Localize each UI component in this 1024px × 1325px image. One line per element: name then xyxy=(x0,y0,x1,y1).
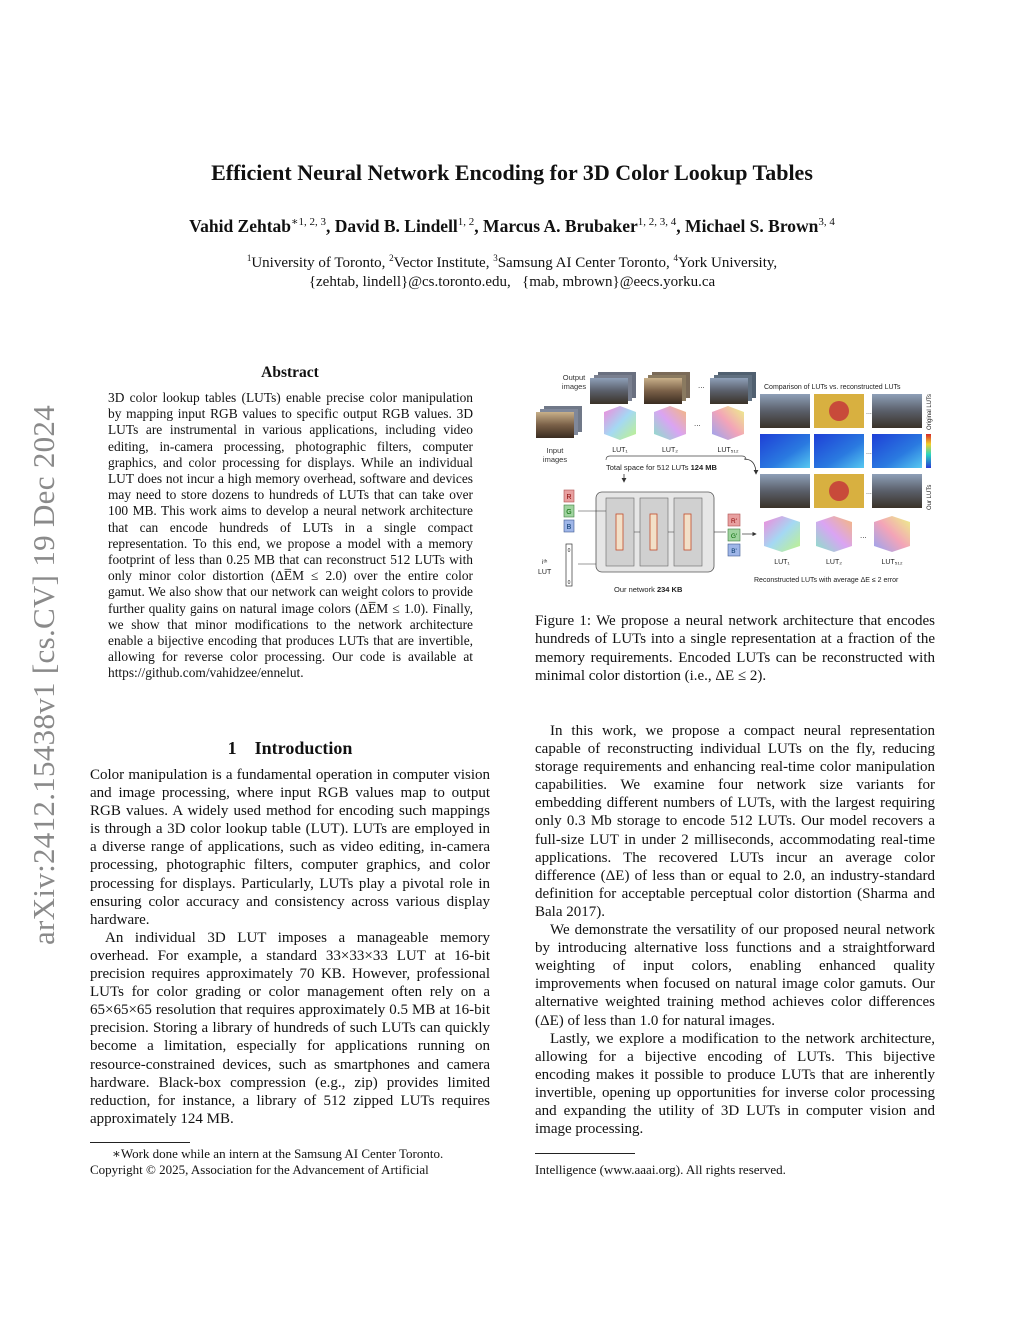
figure-1 xyxy=(534,364,936,604)
paragraph: In this work, we propose a compact neural representation capable of reconstructing individual LUTs on the fly, reducing storage requirements and enhancing real-time color manipulation capabilities. We examine four network size variants for embedding different numbers of LUTs, with the largest requiring only 0.3 Mb storage to encode 512 LUTs. Our model recovers a full-size LUT in under 2 milliseconds, accommodating real-time applications. The recovered LUTs incur an average color difference (ΔE) of less than or equal to 2.0, an industry-standard definition for acceptable perceptual color distortion (Sharma and Bala 2017). xyxy=(535,723,935,920)
paragraph: We demonstrate the versatility of our proposed neural network by introducing alternative loss functions and a straightforward weighting of input colors, enabling enhanced quality improvements when focused on natural image color gamuts. Our alternative weighted training method achieves color differences (ΔE) of less than 1.0 for natural images. xyxy=(535,922,935,1029)
abstract-heading: Abstract xyxy=(261,364,319,381)
author-name: Michael S. Brown xyxy=(685,215,819,236)
svg-text:...: ... xyxy=(866,449,872,456)
paragraph: Color manipulation is a fundamental operation in computer vision and image processing, where input RGB values map to output RGB values. A widely used method for encoding such mappings is through a 3D color lookup table (LUT). LUTs are employed in a diverse range of applications, such as video editing, in-camera processing, photographic filters, computer graphics, and color processing for displays. Particularly, LUTs play a pivotal role in ensuring color accuracy and consistency across various display hardware. xyxy=(90,767,490,928)
lut-cube xyxy=(654,406,686,440)
paper-title: Efficient Neural Network Encoding for 3D Color Lookup Tables xyxy=(211,160,813,185)
total-space-label: Total space for 512 LUTs 124 MB xyxy=(606,463,717,472)
lut-label: LUT₁ xyxy=(612,447,628,454)
lut-cube xyxy=(604,406,636,440)
flow-arrow xyxy=(744,459,756,474)
comparison-title: Comparison of LUTs vs. reconstructed LUTs xyxy=(764,384,901,391)
author-affil-marks: 1, 2 xyxy=(457,216,475,228)
copyright-line: Copyright © 2025, Association for the Advancement of Artificial xyxy=(90,1162,429,1177)
author-name: David B. Lindell xyxy=(334,215,458,236)
author-name: Vahid Zehtab xyxy=(189,215,292,236)
svg-text:G': G' xyxy=(730,533,738,540)
figure-1-caption: Figure 1: We propose a neural network architecture that encodes hundreds of LUTs into a single representation at a fraction of the memory requirements. Encoded LUTs can be reconstructed with minimal color distortion (i.e., ΔE ≤ 2). xyxy=(535,613,935,684)
svg-text:G: G xyxy=(566,509,572,516)
section-heading-introduction xyxy=(90,738,490,759)
svg-text:0: 0 xyxy=(567,580,571,586)
input-images-label: Input xyxy=(546,446,564,455)
author-affil-marks: 3, 4 xyxy=(818,216,835,228)
svg-text:0: 0 xyxy=(567,548,571,554)
section-number: 1 xyxy=(227,738,237,758)
footnote-rule xyxy=(535,1153,635,1154)
author-affil-marks: ∗1, 2, 3 xyxy=(291,216,327,228)
lut-label: LUT₂ xyxy=(826,559,842,566)
lut-index-label: iᵗʰ xyxy=(542,559,548,566)
svg-text:...: ... xyxy=(866,409,872,416)
svg-text:R: R xyxy=(566,494,572,501)
bracket xyxy=(606,456,746,460)
svg-text:R': R' xyxy=(731,518,737,525)
footnote-intern: ∗Work done while an intern at the Samsung AI Center Toronto. xyxy=(112,1146,444,1161)
author-emails: {zehtab, lindell}@cs.toronto.edu, {mab, mbrown}@eecs.yorku.ca xyxy=(308,274,716,290)
reconstructed-lut-cube xyxy=(764,516,800,552)
introduction-body xyxy=(90,766,490,1128)
arxiv-identifier: arXiv:2412.15438v1 [cs.CV] 19 Dec 2024 xyxy=(26,404,61,945)
lut-cube xyxy=(712,406,744,440)
footnote-right: Intelligence (www.aaai.org). All rights reserved. xyxy=(535,1162,786,1177)
original-lut-images xyxy=(760,394,922,428)
figure-1-diagram xyxy=(534,364,936,604)
reconstructed-lut-cube xyxy=(874,516,910,552)
affiliation-line: $^1$University of Toronto, $^2$Vector Institute, $^3$Samsung AI Center Toronto, $^4$York University, xyxy=(246,253,778,271)
error-heatmaps xyxy=(760,434,922,468)
author-affil-marks: 1, 2, 3, 4 xyxy=(637,216,677,228)
abstract-text: 3D color lookup tables (LUTs) enable precise color manipulation by mapping input RGB values to specific output RGB values. 3D LUTs are instrumental in various applications, including video editing, in-camera processing, photographic filters, computer graphics, and color processing for displays. While an individual LUT does not incur a high memory overhead, software and devices may need to store dozens to hundreds of LUTs that can take over 100 MB. This work aims to develop a neural network architecture that can encode hundreds of LUTs in a single compact representation. To this end, we propose a model with a memory footprint of less than 0.25 MB that can reconstruct 512 LUTs with only minor color distortion (ΔE̅M ≤ 2.0) over the entire color gamut. We also show that our network can weight colors to provide further quality gains on natural image colors (ΔE̅M ≤ 1.0). Finally, we show that minor modifications to the network architecture enable a bijective encoding that produces LUTs that are invertible, allowing for reverse color processing. Our code is available at https://github.com/vahidzee/ennelut. xyxy=(108,390,473,681)
section-title: Introduction xyxy=(254,738,353,758)
paragraph: An individual 3D LUT imposes a manageable memory overhead. For example, a standard 33×33×33 LUT at 16-bit precision requires approximately 70 KB. However, professional LUTs for color grading or color management often rely on a 65×65×65 resolution that requires approximately 0.5 MB at 16-bit precision. Storing a library of hundreds of such LUTs can quickly become a limitation, especially for applications running on resource-constrained devices, such as smartphones and camera hardware. Black-box compression (e.g., zip) provides limited reduction, for instance, a library of 512 zipped LUTs requires approximately 124 MB. xyxy=(90,929,490,1127)
svg-text:B': B' xyxy=(731,548,737,555)
svg-text:LUT: LUT xyxy=(538,569,552,576)
input-image-stack xyxy=(536,406,582,438)
output-images-label: Output xyxy=(562,373,586,382)
svg-text:...: ... xyxy=(866,489,872,496)
our-luts-label: Our LUTs xyxy=(927,484,933,510)
affiliations xyxy=(0,249,1024,292)
ellipsis: ... xyxy=(694,419,701,428)
svg-text:images: images xyxy=(542,455,568,464)
lut-label: LUT₁ xyxy=(774,559,790,566)
network-size-label: Our network 234 KB xyxy=(614,585,683,594)
svg-text:images: images xyxy=(561,382,587,391)
original-luts-label: Original LUTs xyxy=(927,393,933,430)
svg-text:B: B xyxy=(566,524,572,531)
author-list: Vahid Zehtab$^{∗1, 2, 3}$, David B. Lindell$^{1, 2}$, Marcus A. Brubaker$^{1, 2, 3, 4}$, Michael S. Brown$^{3, 4}$ xyxy=(189,215,835,236)
output-image-stack xyxy=(710,372,756,404)
author-name: Marcus A. Brubaker xyxy=(483,215,638,236)
our-lut-images xyxy=(760,474,922,508)
svg-text:...: ... xyxy=(860,531,867,540)
reconstructed-lut-cube xyxy=(816,516,852,552)
footnote-left xyxy=(90,1146,490,1178)
error-colorbar xyxy=(926,434,931,468)
lut-label: LUT₂ xyxy=(662,447,678,454)
paragraph: Lastly, we explore a modification to the network architecture, allowing for a bijective encoding of LUTs. This bijective encoding makes it possible to produce LUTs that are inherently invertible, opening up opportunities for inverse color processing and expanding the utility of 3D LUTs in computer vision and image processing. xyxy=(535,1030,935,1138)
lut-label: LUT₅₁₂ xyxy=(881,559,903,566)
reconstructed-caption: Reconstructed LUTs with average ΔE ≤ 2 error xyxy=(754,577,899,584)
lut-label: LUT₅₁₂ xyxy=(717,447,739,454)
right-column-body xyxy=(535,722,935,1138)
ellipsis: ... xyxy=(698,381,705,390)
footnote-rule xyxy=(90,1142,190,1143)
output-image-stack xyxy=(644,372,690,404)
output-image-stack xyxy=(590,372,636,404)
